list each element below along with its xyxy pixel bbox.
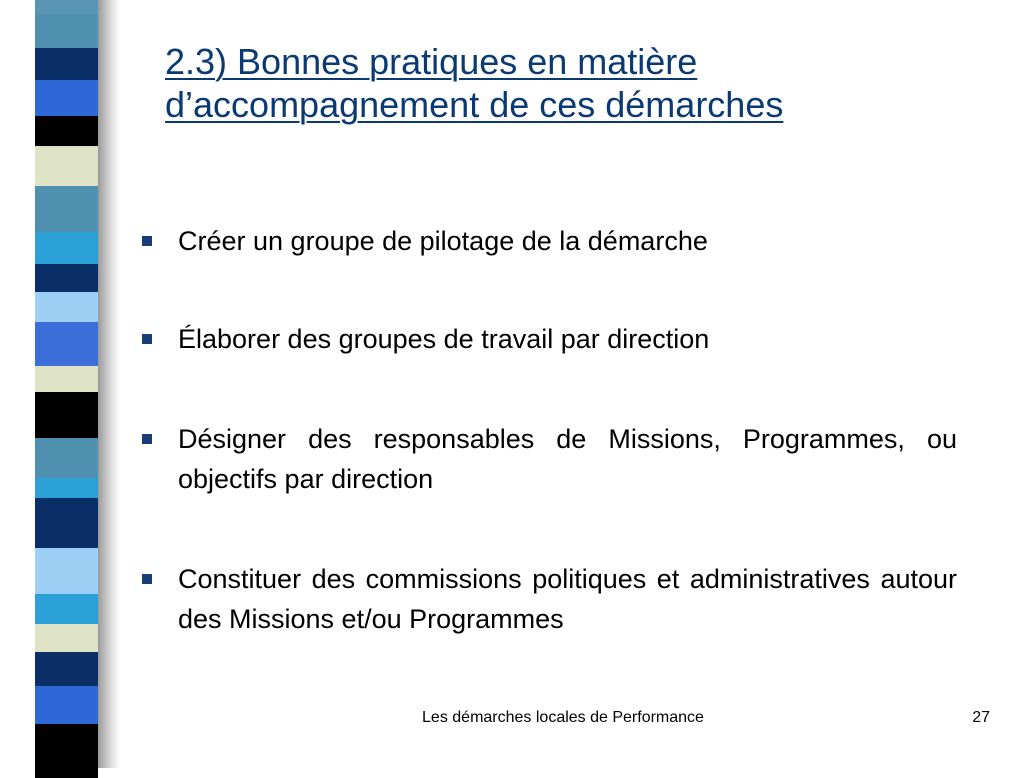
stripe-block <box>35 392 98 438</box>
stripe-block <box>35 652 98 686</box>
stripe-shadow <box>98 0 120 768</box>
stripe-block <box>35 146 98 186</box>
stripe-block <box>35 14 98 48</box>
square-bullet-icon <box>142 236 152 246</box>
square-bullet-icon <box>142 334 152 344</box>
bullet-item <box>142 559 957 639</box>
stripe-block <box>35 594 98 624</box>
bullet-text: Constituer des commissions politiques et administratives autour des Missions et/ou Programmes <box>178 564 957 634</box>
stripe-block <box>35 292 98 322</box>
stripe-block <box>35 322 98 366</box>
square-bullet-icon <box>142 574 152 584</box>
stripe-block <box>35 478 98 498</box>
stripe-block <box>35 48 98 80</box>
footer-text: Les démarches locales de Performance <box>422 709 704 726</box>
stripe-block <box>35 116 98 146</box>
stripe-block <box>35 186 98 232</box>
stripe-block <box>35 80 98 116</box>
stripe-block <box>35 498 98 548</box>
stripe-block <box>35 548 98 594</box>
bullet-text: Élaborer des groupes de travail par direction <box>178 324 710 354</box>
stripe-block <box>35 724 98 778</box>
bullet-text: Désigner des responsables de Missions, Programmes, ou objectifs par direction <box>178 424 957 494</box>
bullet-text: Créer un groupe de pilotage de la démarche <box>178 226 708 256</box>
stripe-block <box>35 438 98 478</box>
stripe-block <box>35 366 98 392</box>
decorative-stripe <box>35 0 98 768</box>
stripe-block <box>35 0 98 14</box>
bullet-item <box>142 419 957 499</box>
stripe-block <box>35 624 98 652</box>
stripe-block <box>35 264 98 292</box>
bullet-item <box>142 319 957 359</box>
square-bullet-icon <box>142 434 152 444</box>
stripe-block <box>35 686 98 724</box>
page-number: 27 <box>972 709 990 726</box>
stripe-block <box>35 232 98 264</box>
slide-title: 2.3) Bonnes pratiques en matière d’accompagnement de ces démarches <box>165 41 784 125</box>
bullet-item <box>142 221 957 261</box>
